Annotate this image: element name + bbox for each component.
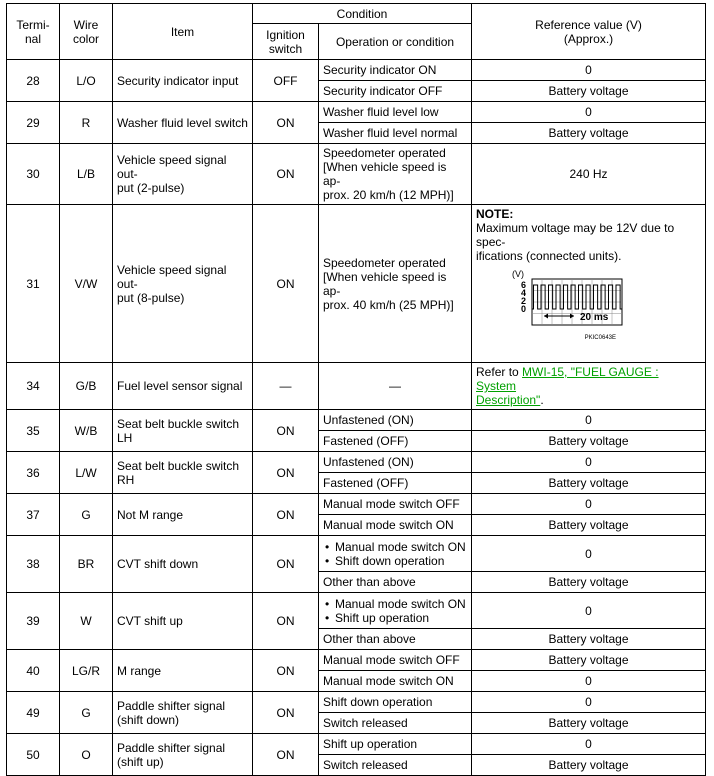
reference-link[interactable]: MWI-15, "FUEL GAUGE : System Description" bbox=[476, 365, 659, 407]
operation-cell: Manual mode switch OFF bbox=[319, 650, 472, 671]
wire-color-cell: LG/R bbox=[60, 650, 113, 692]
operation-cell: Shift down operation bbox=[319, 692, 472, 713]
ignition-switch-cell: ON bbox=[253, 536, 319, 593]
ignition-switch-cell: ON bbox=[253, 452, 319, 494]
operation-cell: Washer fluid level normal bbox=[319, 123, 472, 144]
item-cell: Seat belt buckle switch RH bbox=[113, 452, 253, 494]
operation-cell: Washer fluid level low bbox=[319, 102, 472, 123]
operation-cell: Fastened (OFF) bbox=[319, 473, 472, 494]
wire-color-cell: W bbox=[60, 593, 113, 650]
table-row bbox=[7, 205, 706, 363]
waveform-graph bbox=[498, 267, 648, 357]
waveform-tick-label: 0 bbox=[521, 304, 527, 314]
item-cell: CVT shift down bbox=[113, 536, 253, 593]
header-condition: Condition bbox=[253, 4, 472, 24]
terminal-cell: 29 bbox=[7, 102, 60, 144]
list-item: • Manual mode switch ON bbox=[323, 597, 467, 611]
ignition-switch-cell: ON bbox=[253, 494, 319, 536]
reference-value-cell: 0 bbox=[472, 593, 706, 629]
reference-value-cell: Battery voltage bbox=[472, 629, 706, 650]
wire-color-cell: O bbox=[60, 734, 113, 776]
table-row bbox=[7, 60, 706, 81]
ignition-switch-cell: OFF bbox=[253, 60, 319, 102]
reference-value-cell: Battery voltage bbox=[472, 713, 706, 734]
operation-cell bbox=[319, 593, 472, 629]
operation-cell: Speedometer operated [When vehicle speed is ap- prox. 20 km/h (12 MPH)] bbox=[319, 144, 472, 205]
ignition-switch-cell: ON bbox=[253, 650, 319, 692]
item-cell: Paddle shifter signal (shift up) bbox=[113, 734, 253, 776]
wire-color-cell: G bbox=[60, 692, 113, 734]
wire-color-cell: V/W bbox=[60, 205, 113, 363]
ignition-switch-cell: ON bbox=[253, 593, 319, 650]
table-row bbox=[7, 593, 706, 629]
terminal-cell: 28 bbox=[7, 60, 60, 102]
note-title: NOTE: bbox=[476, 207, 514, 221]
waveform-tick-label: 6 bbox=[521, 280, 527, 290]
ignition-switch-cell: ON bbox=[253, 410, 319, 452]
operation-cell: Unfastened (ON) bbox=[319, 452, 472, 473]
operation-list bbox=[323, 597, 467, 625]
item-cell: M range bbox=[113, 650, 253, 692]
operation-cell: Speedometer operated [When vehicle speed is ap- prox. 40 km/h (25 MPH)] bbox=[319, 205, 472, 363]
operation-cell: Other than above bbox=[319, 572, 472, 593]
ignition-switch-cell: ON bbox=[253, 734, 319, 776]
reference-value-cell: Battery voltage bbox=[472, 755, 706, 776]
operation-cell: Manual mode switch ON bbox=[319, 515, 472, 536]
reference-value-cell: 0 bbox=[472, 494, 706, 515]
terminal-cell: 50 bbox=[7, 734, 60, 776]
wire-color-cell: L/W bbox=[60, 452, 113, 494]
table-row bbox=[7, 452, 706, 473]
terminal-cell: 37 bbox=[7, 494, 60, 536]
item-cell: Vehicle speed signal out- put (2-pulse) bbox=[113, 144, 253, 205]
reference-value-cell: 0 bbox=[472, 734, 706, 755]
table-row bbox=[7, 410, 706, 431]
terminal-cell: 35 bbox=[7, 410, 60, 452]
item-cell: Fuel level sensor signal bbox=[113, 363, 253, 410]
operation-cell: Switch released bbox=[319, 755, 472, 776]
item-cell: Vehicle speed signal out- put (8-pulse) bbox=[113, 205, 253, 363]
wire-color-cell: L/B bbox=[60, 144, 113, 205]
list-item: • Shift up operation bbox=[323, 611, 467, 625]
list-item: • Manual mode switch ON bbox=[323, 540, 467, 554]
table-row bbox=[7, 536, 706, 572]
item-cell: Seat belt buckle switch LH bbox=[113, 410, 253, 452]
waveform-tick-label: 2 bbox=[521, 296, 527, 306]
terminal-cell: 30 bbox=[7, 144, 60, 205]
table-row bbox=[7, 102, 706, 123]
waveform-figure bbox=[498, 267, 648, 357]
reference-value-cell: 0 bbox=[472, 536, 706, 572]
reference-value-cell: Battery voltage bbox=[472, 123, 706, 144]
list-item: • Shift down operation bbox=[323, 554, 467, 568]
terminal-cell: 38 bbox=[7, 536, 60, 593]
wire-color-cell: W/B bbox=[60, 410, 113, 452]
terminal-cell: 49 bbox=[7, 692, 60, 734]
ignition-switch-cell: ON bbox=[253, 692, 319, 734]
header-item: Item bbox=[113, 4, 253, 60]
table-row bbox=[7, 734, 706, 755]
figure-code: PKIC0643E bbox=[584, 335, 617, 341]
operation-cell: Switch released bbox=[319, 713, 472, 734]
header-ignition-switch: Ignition switch bbox=[253, 24, 319, 60]
waveform-time-label: 20 ms bbox=[580, 312, 609, 323]
reference-cell: Refer to MWI-15, "FUEL GAUGE : System Description". bbox=[472, 363, 706, 410]
reference-value-cell: 240 Hz bbox=[472, 144, 706, 205]
wire-color-cell: G bbox=[60, 494, 113, 536]
waveform-trace bbox=[532, 285, 622, 309]
waveform-tick-label: 4 bbox=[521, 288, 527, 298]
wire-color-cell: R bbox=[60, 102, 113, 144]
header-wire-color: Wire color bbox=[60, 4, 113, 60]
wire-color-cell: L/O bbox=[60, 60, 113, 102]
terminal-cell: 40 bbox=[7, 650, 60, 692]
item-cell: Paddle shifter signal (shift down) bbox=[113, 692, 253, 734]
terminal-cell: 36 bbox=[7, 452, 60, 494]
table-row bbox=[7, 363, 706, 410]
terminal-cell: 31 bbox=[7, 205, 60, 363]
reference-value-cell: Battery voltage bbox=[472, 572, 706, 593]
reference-value-cell: Battery voltage bbox=[472, 431, 706, 452]
table-row bbox=[7, 494, 706, 515]
reference-value-cell: 0 bbox=[472, 102, 706, 123]
item-cell: Security indicator input bbox=[113, 60, 253, 102]
operation-cell: Shift up operation bbox=[319, 734, 472, 755]
operation-cell: — bbox=[319, 363, 472, 410]
terminal-cell: 39 bbox=[7, 593, 60, 650]
operation-cell: Fastened (OFF) bbox=[319, 431, 472, 452]
header-reference-value: Reference value (V) (Approx.) bbox=[472, 4, 706, 60]
operation-cell: Unfastened (ON) bbox=[319, 410, 472, 431]
table-row bbox=[7, 692, 706, 713]
operation-cell: Security indicator ON bbox=[319, 60, 472, 81]
item-cell: Not M range bbox=[113, 494, 253, 536]
waveform-unit-label: (V) bbox=[512, 269, 525, 279]
table-row bbox=[7, 650, 706, 671]
reference-value-cell: 0 bbox=[472, 452, 706, 473]
ignition-switch-cell: ON bbox=[253, 102, 319, 144]
time-arrow-head bbox=[544, 314, 548, 319]
operation-cell: Security indicator OFF bbox=[319, 81, 472, 102]
reference-value-cell: 0 bbox=[472, 410, 706, 431]
terminal-spec-table bbox=[6, 3, 706, 776]
operation-cell: Manual mode switch ON bbox=[319, 671, 472, 692]
wire-color-cell: G/B bbox=[60, 363, 113, 410]
header-operation: Operation or condition bbox=[319, 24, 472, 60]
reference-value-cell: Battery voltage bbox=[472, 473, 706, 494]
ignition-switch-cell: — bbox=[253, 363, 319, 410]
header-terminal: Termi- nal bbox=[7, 4, 60, 60]
reference-note-cell bbox=[472, 205, 706, 363]
operation-list bbox=[323, 540, 467, 568]
item-cell: CVT shift up bbox=[113, 593, 253, 650]
reference-value-cell: 0 bbox=[472, 692, 706, 713]
terminal-cell: 34 bbox=[7, 363, 60, 410]
reference-value-cell: Battery voltage bbox=[472, 650, 706, 671]
ignition-switch-cell: ON bbox=[253, 144, 319, 205]
note-text: Maximum voltage may be 12V due to spec- ifications (connected units). bbox=[476, 221, 675, 263]
reference-value-cell: Battery voltage bbox=[472, 515, 706, 536]
operation-cell: Other than above bbox=[319, 629, 472, 650]
reference-value-cell: 0 bbox=[472, 671, 706, 692]
operation-cell: Manual mode switch OFF bbox=[319, 494, 472, 515]
ignition-switch-cell: ON bbox=[253, 205, 319, 363]
reference-value-cell: 0 bbox=[472, 60, 706, 81]
reference-value-cell: Battery voltage bbox=[472, 81, 706, 102]
operation-cell bbox=[319, 536, 472, 572]
wire-color-cell: BR bbox=[60, 536, 113, 593]
item-cell: Washer fluid level switch bbox=[113, 102, 253, 144]
table-row bbox=[7, 144, 706, 205]
